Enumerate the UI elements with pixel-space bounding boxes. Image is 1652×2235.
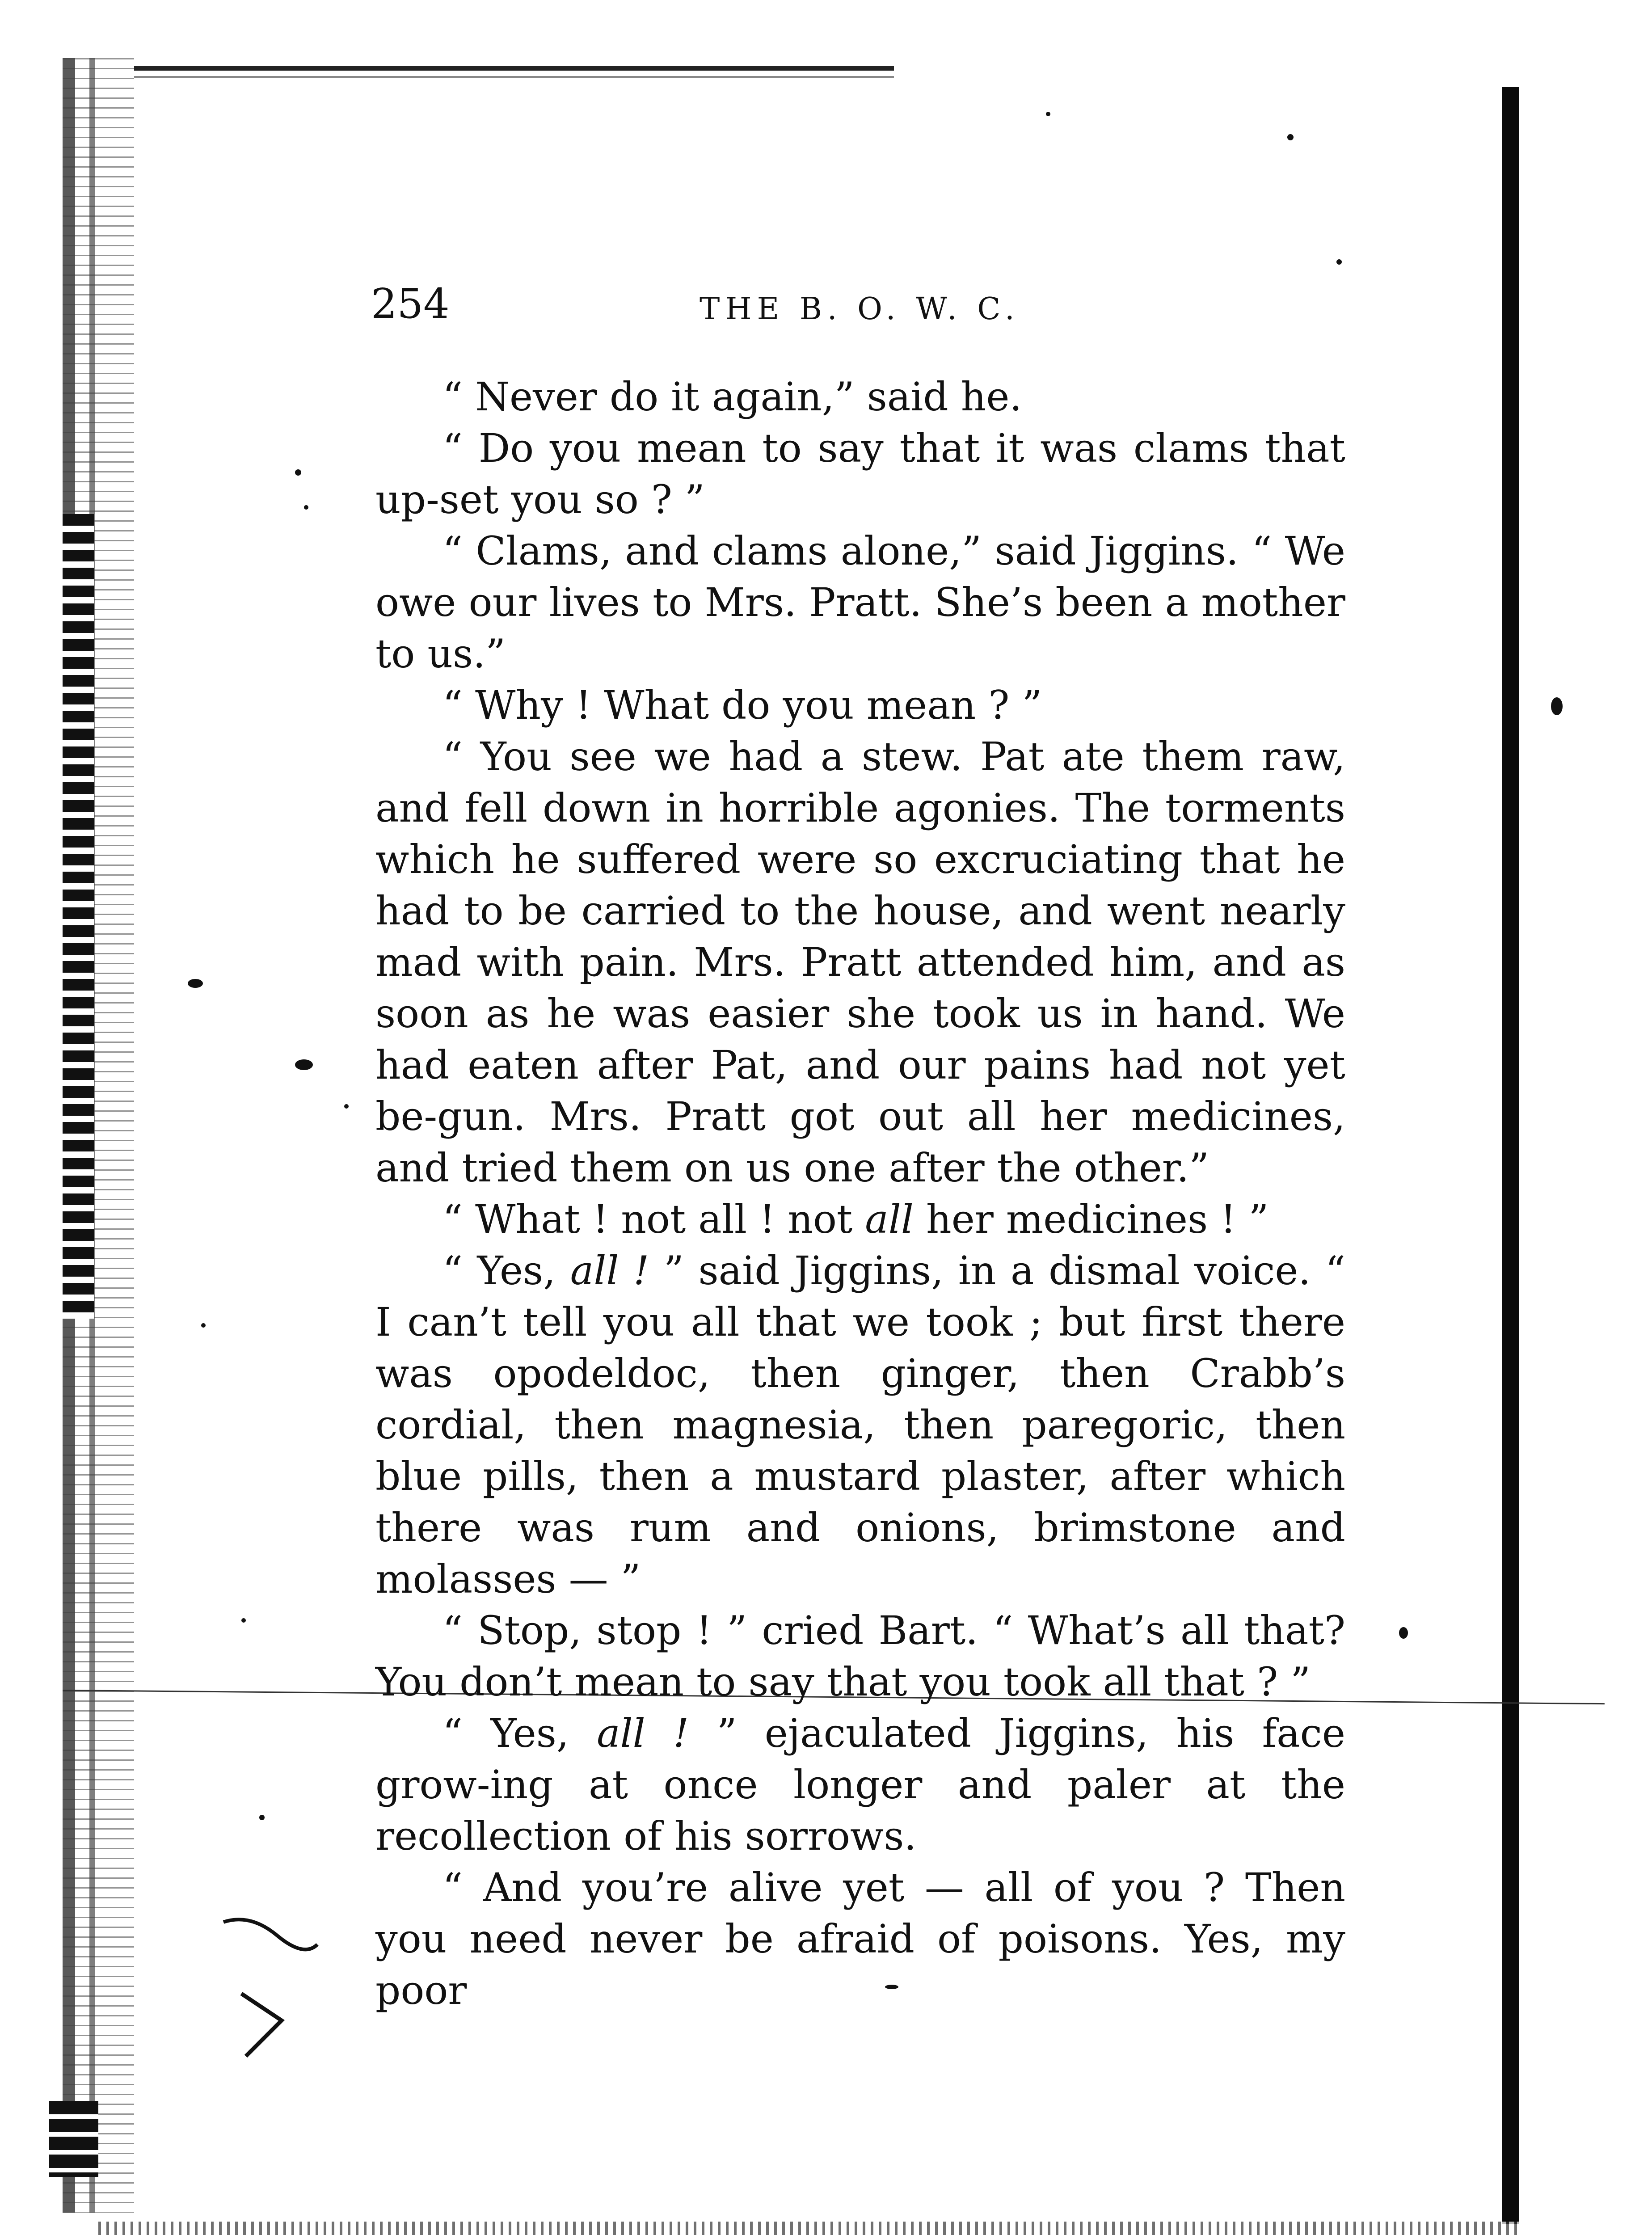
text-run: ” said Jiggins, in a dismal voice. “ I can’t tell you all that we took ; but first there was opodeldoc, then ginger, then Crabb’s cordial, then magnesia, then paregoric, then blue pills, then a mustard plaster, after which there was rum and onions, brimstone and molasses — ”	[375, 1248, 1346, 1602]
speck	[259, 1815, 265, 1820]
pen-scribble-mark	[215, 1904, 331, 2083]
speck	[1046, 112, 1050, 116]
speck	[295, 469, 301, 476]
running-head: THE B. O. W. C.	[700, 291, 1020, 327]
scan-edge-top-faint	[134, 76, 894, 78]
scan-edge-top	[134, 66, 894, 71]
speck	[1336, 259, 1342, 265]
scan-edge-right	[1502, 87, 1519, 2224]
paragraph: “ Never do it again,” said he.	[442, 374, 1022, 420]
italic-text: all	[865, 1196, 914, 1242]
page-header	[367, 279, 1350, 329]
paragraph: “ And you’re alive yet — all of you ? Then you need never be afraid of poisons. Yes, my poor	[375, 1864, 1345, 2013]
speck	[188, 979, 203, 988]
scan-edge-left-block	[49, 2101, 98, 2177]
italic-text: all !	[570, 1248, 649, 1294]
text-run: “ Yes,	[442, 1710, 597, 1756]
paragraph	[375, 1193, 1345, 1245]
scan-edge-bottom	[98, 2222, 1520, 2235]
paragraph	[375, 1708, 1345, 1862]
speck	[201, 1323, 206, 1328]
speck	[344, 1104, 349, 1109]
scan-edge-left-dark	[63, 514, 94, 1319]
text-run: “ Yes,	[442, 1248, 570, 1294]
paragraph	[375, 1245, 1345, 1605]
page-number: 254	[371, 280, 450, 328]
speck	[1287, 134, 1294, 140]
text-run: her medicines ! ”	[914, 1196, 1269, 1242]
text-run: ” ejaculated Jiggins, his face grow-ing at once longer and paler at the recollection of his sorrows.	[375, 1710, 1345, 1859]
speck	[304, 505, 308, 510]
italic-text: all !	[597, 1710, 689, 1756]
speck	[1551, 697, 1563, 715]
paragraph: “ Do you mean to say that it was clams that up-set you so ? ”	[375, 425, 1345, 523]
body-text	[375, 371, 1345, 2016]
text-run: “ What ! not all ! not	[442, 1196, 865, 1242]
paragraph: “ Why ! What do you mean ? ”	[442, 682, 1042, 728]
speck	[295, 1059, 313, 1070]
speck	[241, 1618, 246, 1623]
speck	[1399, 1627, 1408, 1639]
paragraph: “ You see we had a stew. Pat ate them raw, and fell down in horrible agonies. The torments which he suffered were so excruciating that he had to be carried to the house, and went nearly mad with pain. Mrs. Pratt attended him, and as soon as he was easier she took us in hand. We had eaten after Pat, and our pains had not yet be-gun. Mrs. Pratt got out all her medicines, and tried them on us one after the other.”	[375, 734, 1345, 1191]
paragraph: “ Stop, stop ! ” cried Bart. “ What’s all that? You don’t mean to say that you took all that ? ”	[375, 1607, 1345, 1705]
paragraph: “ Clams, and clams alone,” said Jiggins. “ We owe our lives to Mrs. Pratt. She’s been a mother to us.”	[375, 528, 1345, 677]
